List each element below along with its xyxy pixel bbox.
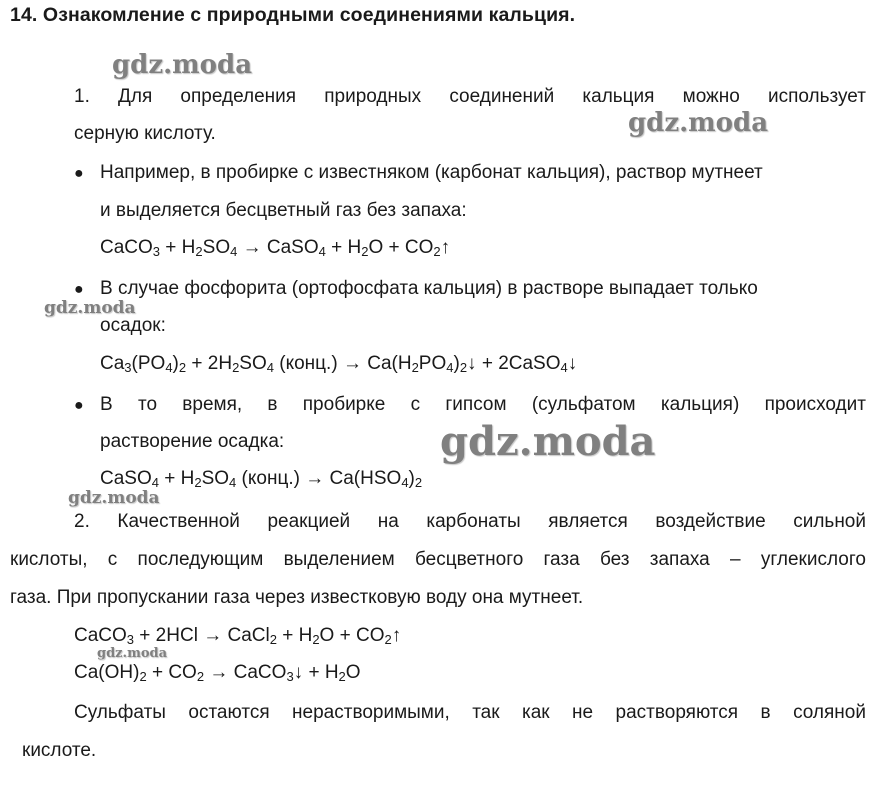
bullet2-formula: $Ca_3(PO_4)_2 + 2H_2SO_4$ (конц.) → $Ca(H_2PO_4)_2↓$ + 2CaSO$_4$↓ (100, 353, 578, 375)
word: 2. (74, 511, 90, 532)
bullet3-line2: растворение осадка: (100, 431, 285, 452)
word: природных (324, 86, 422, 107)
word: гипсом (445, 394, 507, 415)
bullet1-formula: CaCO$_3$ + $H_2SO_4$ → CaSO$_4$ + $H_2O$ + $CO_2↑$ (100, 237, 451, 259)
page-title: 14. Ознакомление с природными соединениями кальция. (10, 4, 576, 26)
word: кислоты, (10, 549, 88, 570)
word: углекислого (760, 549, 866, 570)
watermark: gdz.moda (68, 488, 160, 508)
bullet3-line1 (100, 393, 866, 417)
point2-line3: газа. При пропускании газа через известковую воду она мутнеет. (10, 587, 584, 608)
word: соединений (449, 86, 555, 107)
word: растворяются (615, 702, 739, 723)
bullet2-line2: осадок: (100, 315, 166, 336)
bullet2-line1: В случае фосфорита (ортофосфата кальция) в растворе выпадает только (100, 278, 758, 299)
word: воздействие (655, 511, 766, 532)
word: реакцией (267, 511, 351, 532)
point1-line1 (74, 85, 866, 109)
word: кальция (582, 86, 655, 107)
point2-line1 (74, 510, 866, 534)
bullet-icon: ● (74, 397, 84, 414)
watermark: gdz.moda (97, 646, 168, 661)
watermark: gdz.moda (628, 108, 769, 138)
word: на (377, 511, 399, 532)
word: выделением (283, 549, 395, 570)
word: в (267, 394, 278, 415)
word: пробирке (302, 394, 386, 415)
word: последующим (137, 549, 264, 570)
word: карбонаты (426, 511, 521, 532)
word: (сульфатом (531, 394, 636, 415)
bullet1-line1: Например, в пробирке с известняком (карбонат кальция), раствор мутнеет (100, 162, 763, 183)
word: 1. (74, 86, 90, 107)
word: – (730, 549, 741, 570)
word: с (410, 394, 421, 415)
word: запаха (649, 549, 710, 570)
word: время, (182, 394, 243, 415)
word: так (472, 702, 500, 723)
word: Качественной (117, 511, 240, 532)
bullet-icon: ● (74, 281, 84, 298)
word: происходит (764, 394, 866, 415)
word: с (107, 549, 118, 570)
word: не (572, 702, 594, 723)
watermark: gdz.moda (112, 50, 253, 80)
word: В (100, 394, 113, 415)
watermark: gdz.moda (44, 298, 136, 318)
point2-formula2: $Ca(OH)_2 + CO_2$ → CaCO$_3$↓ + $H_2O$ (74, 662, 361, 684)
word: то (137, 394, 158, 415)
point2-line2 (10, 548, 866, 572)
word: без (599, 549, 630, 570)
word: Сульфаты (74, 702, 166, 723)
word: как (522, 702, 550, 723)
word: является (548, 511, 628, 532)
conclusion-line2: кислоте. (22, 740, 97, 761)
word: использует (767, 86, 866, 107)
word: газа (543, 549, 580, 570)
conclusion-line1 (74, 701, 866, 725)
word: бесцветного (415, 549, 524, 570)
word: кальция) (660, 394, 740, 415)
word: остаются (188, 702, 270, 723)
word: Для (118, 86, 153, 107)
word: определения (180, 86, 297, 107)
point2-formula1: CaCO$_3$ + 2HCl → CaCl$_2$ + $H_2O$ + $CO_2↑$ (74, 625, 402, 647)
watermark: gdz.moda (440, 418, 656, 465)
bullet-icon: ● (74, 165, 84, 182)
bullet1-line2: и выделяется бесцветный газ без запаха: (100, 200, 467, 221)
word: сильной (793, 511, 866, 532)
word: в (760, 702, 771, 723)
point1-line2: серную кислоту. (74, 123, 216, 144)
word: нерастворимыми, (292, 702, 450, 723)
bullet3-formula: CaSO$_4$ + $H_2SO_4$ (конц.) → $Ca(HSO_4)_2$ (100, 468, 423, 490)
word: можно (682, 86, 740, 107)
word: соляной (793, 702, 866, 723)
